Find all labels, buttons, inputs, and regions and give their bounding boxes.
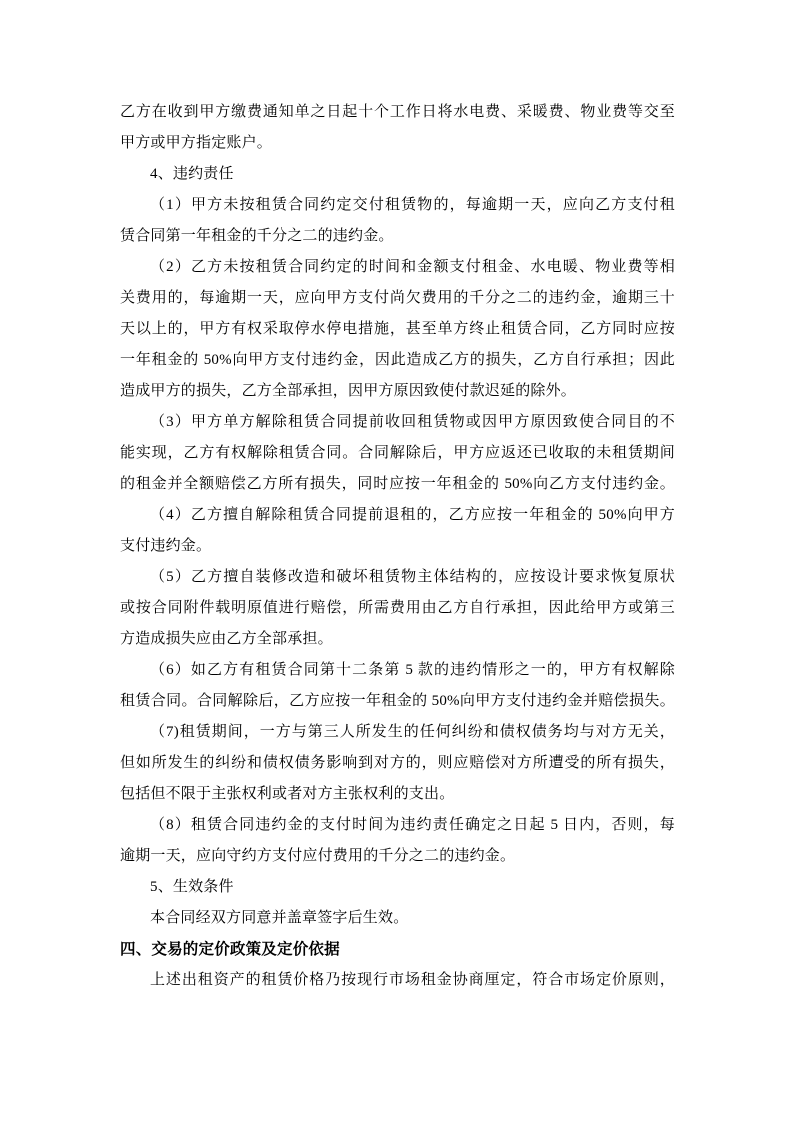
text-line: 支付违约金。 [120,538,212,554]
clause-breach-item-6 [120,655,675,717]
text-line: （7)租赁期间，一方与第三人所发生的任何纠纷和债权债务均与对方无关， [150,724,675,740]
text-line: （8）租赁合同违约金的支付时间为违约责任确定之日起 5 日内，否则，每 [150,817,675,833]
text-line: （5）乙方擅自装修改造和破坏租赁物主体结构的，应按设计要求恢复原状 [150,569,675,585]
text-line: 的租金并全额赔偿乙方所有损失，同时应按一年租金的 50%向乙方支付违约金。 [120,476,675,492]
text-line: 赁合同第一年租金的千分之二的违约金。 [120,228,394,244]
clause-title-effective-conditions [120,872,675,903]
text-line: 能实现，乙方有权解除租赁合同。合同解除后，甲方应返还已收取的未租赁期间 [120,445,675,461]
clause-breach-item-5 [120,562,675,655]
text-line: 但如所发生的纠纷和债权债务影响到对方的，则应赔偿对方所遭受的所有损失， [120,755,675,771]
text-line: （2）乙方未按租赁合同约定的时间和金额支付租金、水电暖、物业费等相 [150,259,675,275]
text-line: （4）乙方擅自解除租赁合同提前退租的，乙方应按一年租金的 50%向甲方 [150,507,675,523]
clause-breach-item-2 [120,252,675,407]
text-line: 一年租金的 50%向甲方支付违约金，因此造成乙方的损失，乙方自行承担；因此 [120,352,675,368]
clause-breach-item-1 [120,190,675,252]
clause-breach-item-3 [120,407,675,500]
document-content [120,97,675,996]
text-line: 或按合同附件载明原值进行赔偿，所需费用由乙方自行承担，因此给甲方或第三 [120,600,675,616]
text-line: 本合同经双方同意并盖章签字后生效。 [150,910,409,926]
text-line: 乙方在收到甲方缴费通知单之日起十个工作日将水电费、采暖费、物业费等交至 [120,104,675,120]
paragraph-utilities-payment [120,97,675,159]
text-line: 方造成损失应由乙方全部承担。 [120,631,333,647]
text-line: 4、违约责任 [150,166,234,182]
clause-breach-item-7 [120,717,675,810]
text-line: 包括但不限于主张权利或者对方主张权利的支出。 [120,786,455,802]
text-line: （6）如乙方有租赁合同第十二条第 5 款的违约情形之一的，甲方有权解除 [150,662,675,678]
paragraph-effective-statement [120,903,675,934]
text-line: 造成甲方的损失，乙方全部承担，因甲方原因致使付款迟延的除外。 [120,383,577,399]
section-heading-pricing-policy [120,934,675,965]
text-line: 关费用的，每逾期一天，应向甲方支付尚欠费用的千分之二的违约金，逾期三十 [120,290,675,306]
text-line: 逾期一天，应向守约方支付应付费用的千分之二的违约金。 [120,848,516,864]
text-line: 甲方或甲方指定账户。 [120,135,273,151]
text-line: （1）甲方未按租赁合同约定交付租赁物的，每逾期一天，应向乙方支付租 [150,197,675,213]
text-line: 租赁合同。合同解除后，乙方应按一年租金的 50%向甲方支付违约金并赔偿损失。 [120,693,675,709]
text-line: 5、生效条件 [150,879,234,895]
text-line: 天以上的，甲方有权采取停水停电措施，甚至单方终止租赁合同，乙方同时应按 [120,321,675,337]
section-heading-text: 四、交易的定价政策及定价依据 [120,941,340,958]
clause-breach-item-4 [120,500,675,562]
clause-title-breach-liability [120,159,675,190]
clause-breach-item-8 [120,810,675,872]
text-line: （3）甲方单方解除租赁合同提前收回租赁物或因甲方原因致使合同目的不 [150,414,675,430]
text-line: 上述出租资产的租赁价格乃按现行市场租金协商厘定，符合市场定价原则， [150,972,675,988]
paragraph-pricing-basis [120,965,675,996]
